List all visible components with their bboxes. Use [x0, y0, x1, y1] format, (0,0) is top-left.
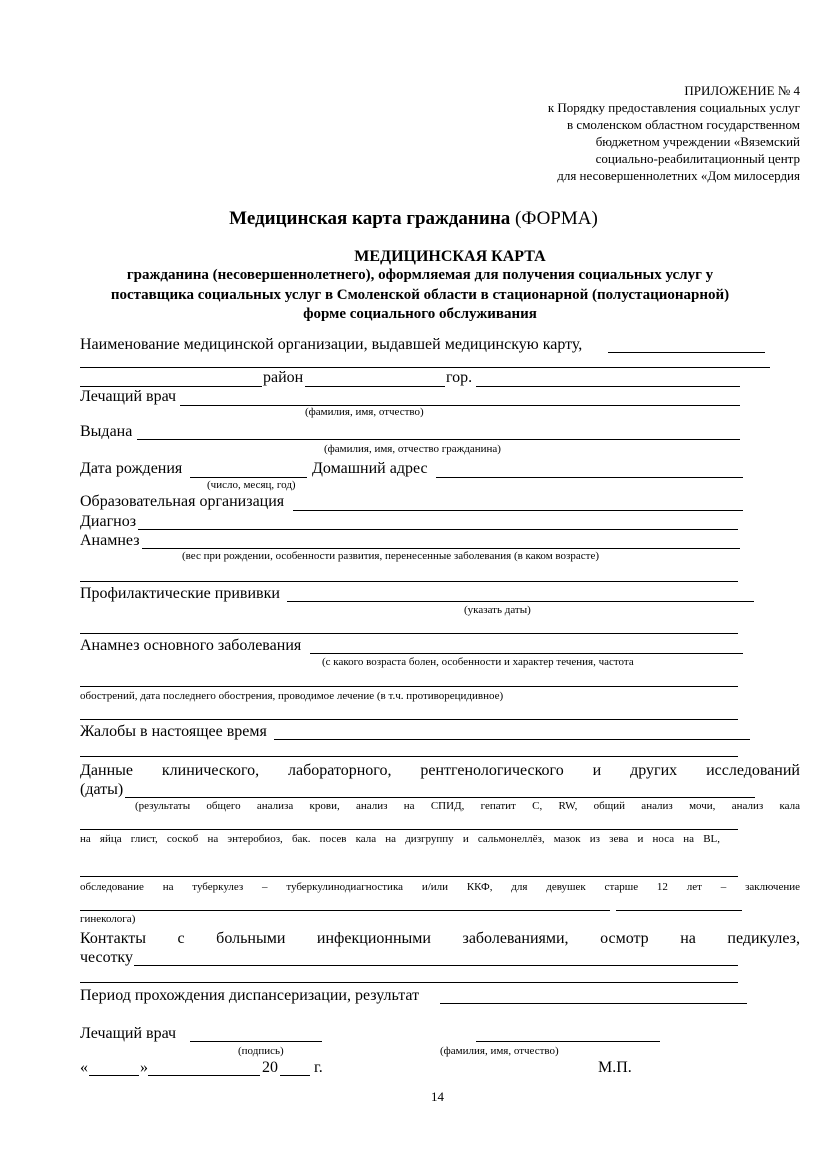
- research-field-2[interactable]: [80, 829, 738, 830]
- header-line-2: в смоленском областном государственном: [567, 117, 800, 132]
- birth-date-hint: (число, месяц, год): [207, 479, 296, 491]
- main-disease-hint: (с какого возраста болен, особенности и характер течения, частота: [322, 656, 634, 668]
- header-line-5: для несовершеннолетних «Дом милосердия: [557, 168, 800, 183]
- main-disease-field[interactable]: [310, 653, 743, 654]
- anamnesis-hint: (вес при рождении, особенности развития, перенесенные заболевания (в каком возрасте): [182, 550, 599, 562]
- birth-date-field[interactable]: [190, 477, 307, 478]
- signature-hint: (подпись): [238, 1045, 284, 1057]
- header-line-1: к Порядку предоставления социальных услуг: [547, 100, 800, 115]
- day-field[interactable]: [89, 1075, 139, 1076]
- edu-org-label: Образовательная организация: [80, 493, 285, 510]
- city-label: гор.: [446, 369, 473, 386]
- main-disease-hint-2: обострений, дата последнего обострения, проводимое лечение (в т.ч. противорецидивное): [80, 690, 504, 702]
- contacts-label-2: чесотку: [80, 949, 133, 966]
- page-title-bold: Медицинская карта гражданина: [229, 208, 511, 229]
- year-suffix: г.: [314, 1059, 323, 1076]
- org-name-label: Наименование медицинской организации, выдавшей медицинскую карту,: [80, 336, 583, 353]
- doctor-hint: (фамилия, имя, отчество): [305, 406, 424, 418]
- signature-name-hint: (фамилия, имя, отчество): [440, 1045, 559, 1057]
- rayon-label: район: [263, 369, 304, 386]
- contacts-field-2[interactable]: [80, 982, 738, 983]
- research-hint-3: обследование на туберкулез – туберкулинодиагностика и/или ККФ, для девушек старше 12 лет – заключение: [80, 881, 800, 893]
- edu-org-field[interactable]: [293, 510, 743, 511]
- dispensary-field[interactable]: [440, 1003, 747, 1004]
- date-open-quote: «: [80, 1059, 88, 1076]
- complaints-label: Жалобы в настоящее время: [80, 723, 267, 740]
- org-name-field[interactable]: [608, 352, 765, 353]
- issued-field[interactable]: [137, 439, 740, 440]
- complaints-field-2[interactable]: [80, 756, 738, 757]
- city-field[interactable]: [476, 386, 740, 387]
- stamp-label: М.П.: [598, 1059, 632, 1076]
- anamnesis-field[interactable]: [142, 548, 740, 549]
- appendix-number: ПРИЛОЖЕНИЕ № 4: [684, 83, 800, 98]
- research-label: Данные клинического, лабораторного, рентгенологического и других исследований: [80, 762, 800, 779]
- subtitle-line-3: поставщика социальных услуг в Смоленской области в стационарной (полустационарной): [110, 287, 730, 303]
- complaints-field[interactable]: [274, 739, 750, 740]
- signature-field[interactable]: [190, 1041, 322, 1042]
- research-field-4[interactable]: [80, 910, 610, 911]
- vaccinations-hint: (указать даты): [464, 604, 531, 616]
- sign-doctor-label: Лечащий врач: [80, 1025, 177, 1042]
- research-hint-4: гинеколога): [80, 913, 136, 925]
- research-field[interactable]: [125, 797, 755, 798]
- year-prefix: 20: [262, 1059, 278, 1076]
- vaccinations-label: Профилактические прививки: [80, 585, 280, 602]
- page-title-normal: (ФОРМА): [510, 208, 598, 229]
- diagnosis-label: Диагноз: [80, 513, 137, 530]
- issued-label: Выдана: [80, 423, 133, 440]
- research-label-dates: (даты): [80, 781, 124, 798]
- doctor-field[interactable]: [180, 405, 740, 406]
- page-title: [0, 208, 827, 230]
- header-line-3: бюджетном учреждении «Вяземский: [595, 134, 800, 149]
- vaccinations-field-2[interactable]: [80, 633, 738, 634]
- main-disease-label: Анамнез основного заболевания: [80, 637, 302, 654]
- main-disease-field-3[interactable]: [80, 719, 738, 720]
- doctor-label: Лечащий врач: [80, 388, 177, 405]
- issued-hint: (фамилия, имя, отчество гражданина): [324, 443, 501, 455]
- diagnosis-field[interactable]: [138, 529, 738, 530]
- page-number: 14: [431, 1089, 444, 1104]
- subtitle-line-2: гражданина (несовершеннолетнего), оформляемая для получения социальных услуг у: [126, 267, 714, 283]
- birth-date-label: Дата рождения: [80, 460, 183, 477]
- anamnesis-field-2[interactable]: [80, 581, 738, 582]
- main-disease-field-2[interactable]: [80, 686, 738, 687]
- research-hint-1: (результаты общего анализа крови, анализ на СПИД, гепатит С, RW, общий анализ мочи, анализ кала: [135, 800, 800, 812]
- date-close-quote: »: [140, 1059, 148, 1076]
- subtitle-heading: МЕДИЦИНСКАЯ КАРТА: [354, 248, 546, 265]
- research-hint-2: на яйца глист, соскоб на энтеробиоз, бак. посев кала на дизгруппу и сальмонеллёз, мазок из зева и носа на BL,: [80, 833, 720, 845]
- year-field[interactable]: [280, 1075, 310, 1076]
- dispensary-label: Период прохождения диспансеризации, результат: [80, 987, 420, 1004]
- city-pre-field[interactable]: [305, 386, 445, 387]
- org-name-field-2[interactable]: [80, 367, 770, 368]
- research-field-3[interactable]: [80, 876, 738, 877]
- vaccinations-field[interactable]: [287, 601, 754, 602]
- research-field-4b[interactable]: [616, 910, 742, 911]
- home-address-label: Домашний адрес: [312, 460, 428, 477]
- home-address-field[interactable]: [436, 477, 743, 478]
- contacts-label: Контакты с больными инфекционными заболеваниями, осмотр на педикулез,: [80, 930, 800, 947]
- signature-name-field[interactable]: [476, 1041, 660, 1042]
- anamnesis-label: Анамнез: [80, 532, 140, 549]
- header-line-4: социально-реабилитационный центр: [595, 151, 800, 166]
- contacts-field[interactable]: [134, 965, 738, 966]
- subtitle-line-4: форме социального обслуживания: [303, 306, 537, 322]
- month-field[interactable]: [148, 1075, 260, 1076]
- rayon-field[interactable]: [80, 386, 262, 387]
